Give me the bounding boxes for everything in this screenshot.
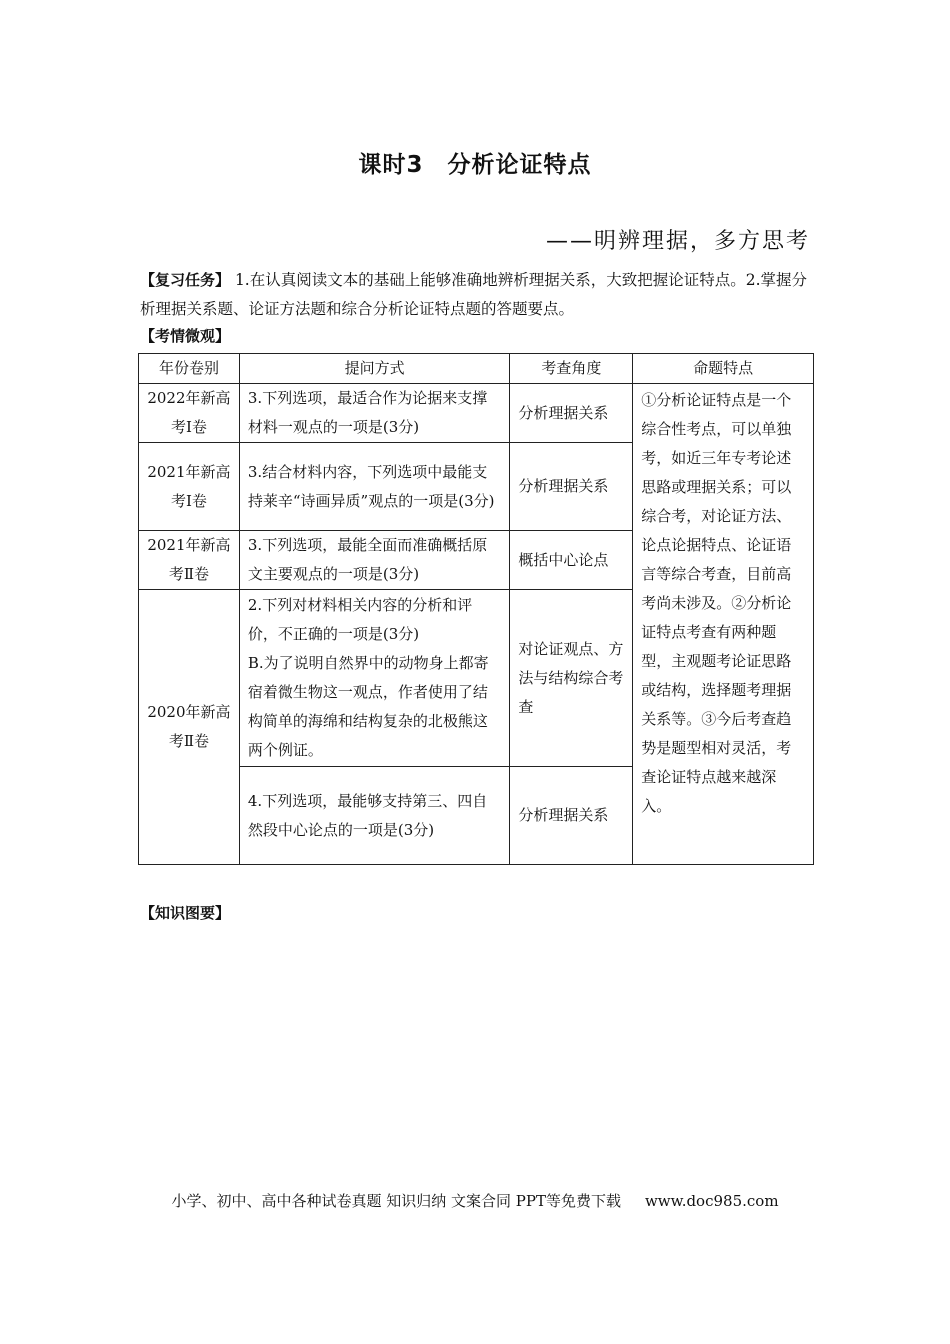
angle-cell: 分析理据关系 xyxy=(510,443,633,531)
angle-cell: 对论证观点、方法与结构综合考查 xyxy=(510,590,633,767)
question-cell: 4.下列选项，最能够支持第三、四自然段中心论点的一项是(3分) xyxy=(239,767,510,865)
question-cell: 2.下列对材料相关内容的分析和评价，不正确的一项是(3分) B.为了说明自然界中的动物身上都寄宿着微生物这一观点，作者使用了结构简单的海绵和结构复杂的北极熊这两个例证。 xyxy=(239,590,510,767)
footer-text: 小学、初中、高中各种试卷真题 知识归纳 文案合同 PPT等免费下载 xyxy=(171,1192,621,1210)
angle-cell: 分析理据关系 xyxy=(510,384,633,443)
review-task xyxy=(140,266,818,324)
exam-overview-table xyxy=(138,353,814,865)
year-cell: 2020年新高考Ⅱ卷 xyxy=(139,590,240,865)
year-cell: 2022年新高考Ⅰ卷 xyxy=(139,384,240,443)
exam-overview-tag: 【考情微观】 xyxy=(140,327,231,345)
header-angle: 考查角度 xyxy=(510,354,633,384)
review-task-tag: 【复习任务】 xyxy=(140,271,231,289)
review-task-text: 1.在认真阅读文本的基础上能够准确地辨析理据关系，大致把握论证特点。2.掌握分析理据关系题、论证方法题和综合分析论证特点题的答题要点。 xyxy=(140,271,808,318)
page-subtitle: ——明辨理据，多方思考 xyxy=(545,229,810,254)
header-question: 提问方式 xyxy=(239,354,510,384)
knowledge-map-tag: 【知识图要】 xyxy=(140,904,231,922)
question-cell: 3.下列选项，最适合作为论据来支撑材料一观点的一项是(3分) xyxy=(239,384,510,443)
question-cell: 3.下列选项，最能全面而准确概括原文主要观点的一项是(3分) xyxy=(239,531,510,590)
footer-url[interactable]: www.doc985.com xyxy=(644,1192,779,1210)
features-cell: ①分析论证特点是一个综合性考点，可以单独考，如近三年专考论述思路或理据关系；可以综合考，对论证方法、论点论据特点、论证语言等综合考查，目前高考尚未涉及。②分析论证特点考查有两种题型，主观题考论证思路或结构，选择题考理据关系等。③今后考查趋势是题型相对灵活，考查论证特点越来越深入。 xyxy=(633,384,814,865)
page-title: 课时3 分析论证特点 xyxy=(358,152,592,178)
angle-cell: 分析理据关系 xyxy=(510,767,633,865)
table-row xyxy=(139,384,814,443)
year-cell: 2021年新高考Ⅱ卷 xyxy=(139,531,240,590)
question-cell: 3.结合材料内容，下列选项中最能支持莱辛“诗画异质”观点的一项是(3分) xyxy=(239,443,510,531)
header-features: 命题特点 xyxy=(633,354,814,384)
table-header-row xyxy=(139,354,814,384)
angle-cell: 概括中心论点 xyxy=(510,531,633,590)
footer xyxy=(0,1190,950,1211)
header-year: 年份卷别 xyxy=(139,354,240,384)
year-cell: 2021年新高考Ⅰ卷 xyxy=(139,443,240,531)
